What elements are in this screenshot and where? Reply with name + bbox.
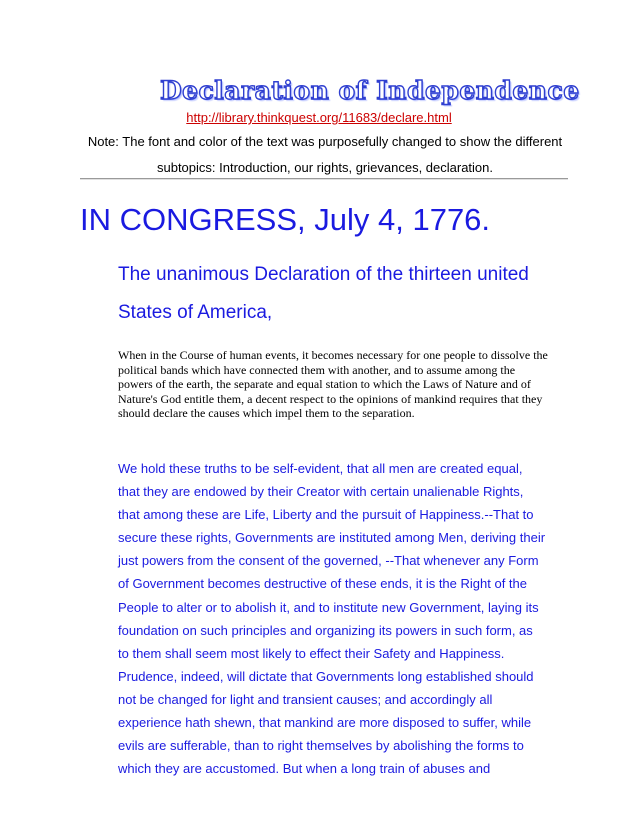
rights-line: that among these are Life, Liberty and the pursuit of Happiness.--That to [118,507,534,523]
rights-line: People to alter or to abolish it, and to institute new Government, laying its [118,599,539,615]
rights-line: that they are endowed by their Creator with certain unalienable Rights, [118,484,524,500]
horizontal-divider [80,178,568,180]
source-link[interactable]: http://library.thinkquest.org/11683/declare.html [186,110,452,125]
banner-title: Declaration of Independence [160,76,580,105]
rights-line: which they are accustomed. But when a long train of abuses and [118,761,491,777]
introduction-paragraph: When in the Course of human events, it becomes necessary for one people to dissolve the political bands which have connected them with another, and to assume among the powers of the earth, the separate and equal station to which the Laws of Nature and of Nature's God entitle them, a decent respect to the opinions of mankind requires that they should declare the causes which impel them to the separation. [118,348,548,421]
page-title: IN CONGRESS, July 4, 1776. [80,202,491,237]
rights-line: We hold these truths to be self-evident, that all men are created equal, [118,461,523,476]
rights-line: experience hath shewn, that mankind are more disposed to suffer, while [118,715,532,731]
rights-line: evils are sufferable, than to right themselves by abolishing the forms to [118,738,524,754]
rights-paragraph [118,457,548,780]
rights-line: not be changed for light and transient causes; and accordingly all [118,691,493,707]
subheading: The unanimous Declaration of the thirteen united States of America, [118,264,529,323]
rights-line: Prudence, indeed, will dictate that Governments long established should [118,668,534,684]
rights-line: foundation on such principles and organizing its powers in such form, as [118,622,533,638]
rights-line: of Government becomes destructive of these ends, it is the Right of the [118,576,527,592]
note-text: Note: The font and color of the text was purposefully changed to show the different subtopics: Introduction, our rights, grievances, declaration. [87,134,563,175]
rights-line: secure these rights, Governments are instituted among Men, deriving their [118,530,546,546]
rights-line: to them shall seem most likely to effect their Safety and Happiness. [118,645,505,661]
rights-line: just powers from the consent of the governed, --That whenever any Form [118,553,539,569]
